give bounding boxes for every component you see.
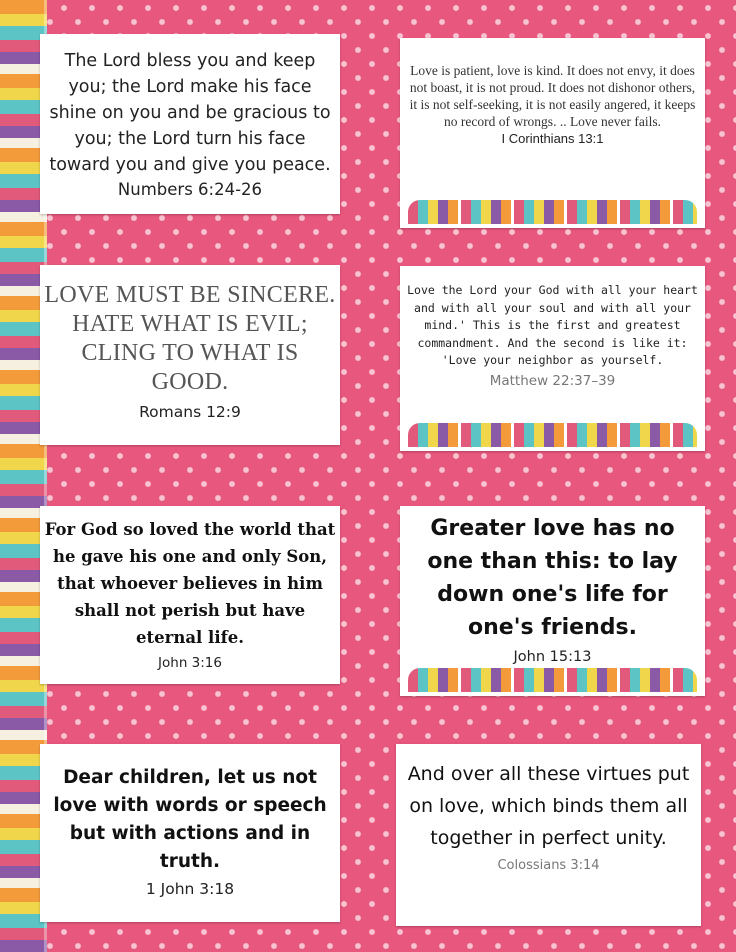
- verse-card-john-15-13: [400, 506, 705, 696]
- verse-text: The Lord bless you and keep you; the Lord make his face shine on you and be gracious to you; the Lord turn his face toward you and give you peace.: [49, 51, 331, 175]
- verse-reference: Numbers 6:24-26: [117, 180, 263, 199]
- verse-text: And over all these virtues put on love, which binds them all together in perfect unity.: [407, 763, 690, 849]
- verse-card-romans: [40, 265, 340, 445]
- verse-text: Greater love has no one than this: to lay down one's life for one's friends.: [427, 516, 678, 640]
- verse-text: Love is patient, love is kind. It does not envy, it does not boast, it is not proud. It does not dishonor others, it is not self-seeking, it is not easily angered, it keeps no record of wrongs. .. Love never fails.: [409, 63, 696, 129]
- striped-border-decoration: [408, 423, 697, 447]
- verse-reference: Colossians 3:14: [497, 858, 600, 873]
- verse-card-numbers: [40, 34, 340, 214]
- verse-reference: Romans 12:9: [139, 403, 241, 421]
- striped-border-decoration: [408, 200, 697, 224]
- verse-card-corinthians: [400, 38, 705, 228]
- verse-text: Love the Lord your God with all your heart and with all your soul and with all your mind.' This is the first and greatest commandment. And the second is like it: 'Love your neighbor as yourself.: [407, 283, 698, 367]
- verse-text: Dear children, let us not love with words or speech but with actions and in truth.: [53, 767, 327, 872]
- verse-text: For God so loved the world that he gave his one and only Son, that whoever believes in him shall not perish but have eternal life.: [44, 520, 336, 647]
- verse-card-colossians: [396, 744, 701, 926]
- verse-card-1-john: [40, 744, 340, 922]
- verse-text: LOVE MUST BE SINCERE. HATE WHAT IS EVIL; CLING TO WHAT IS GOOD.: [44, 282, 336, 395]
- verse-card-john-3-16: [40, 506, 340, 684]
- verse-reference: Matthew 22:37–39: [489, 372, 616, 389]
- verse-reference: I Corinthians 13:1: [501, 131, 604, 146]
- verse-reference: 1 John 3:18: [145, 880, 235, 898]
- verse-reference: John 3:16: [158, 655, 222, 671]
- verse-reference: John 15:13: [513, 649, 592, 665]
- verse-card-matthew: [400, 266, 705, 451]
- striped-border-decoration: [408, 668, 697, 692]
